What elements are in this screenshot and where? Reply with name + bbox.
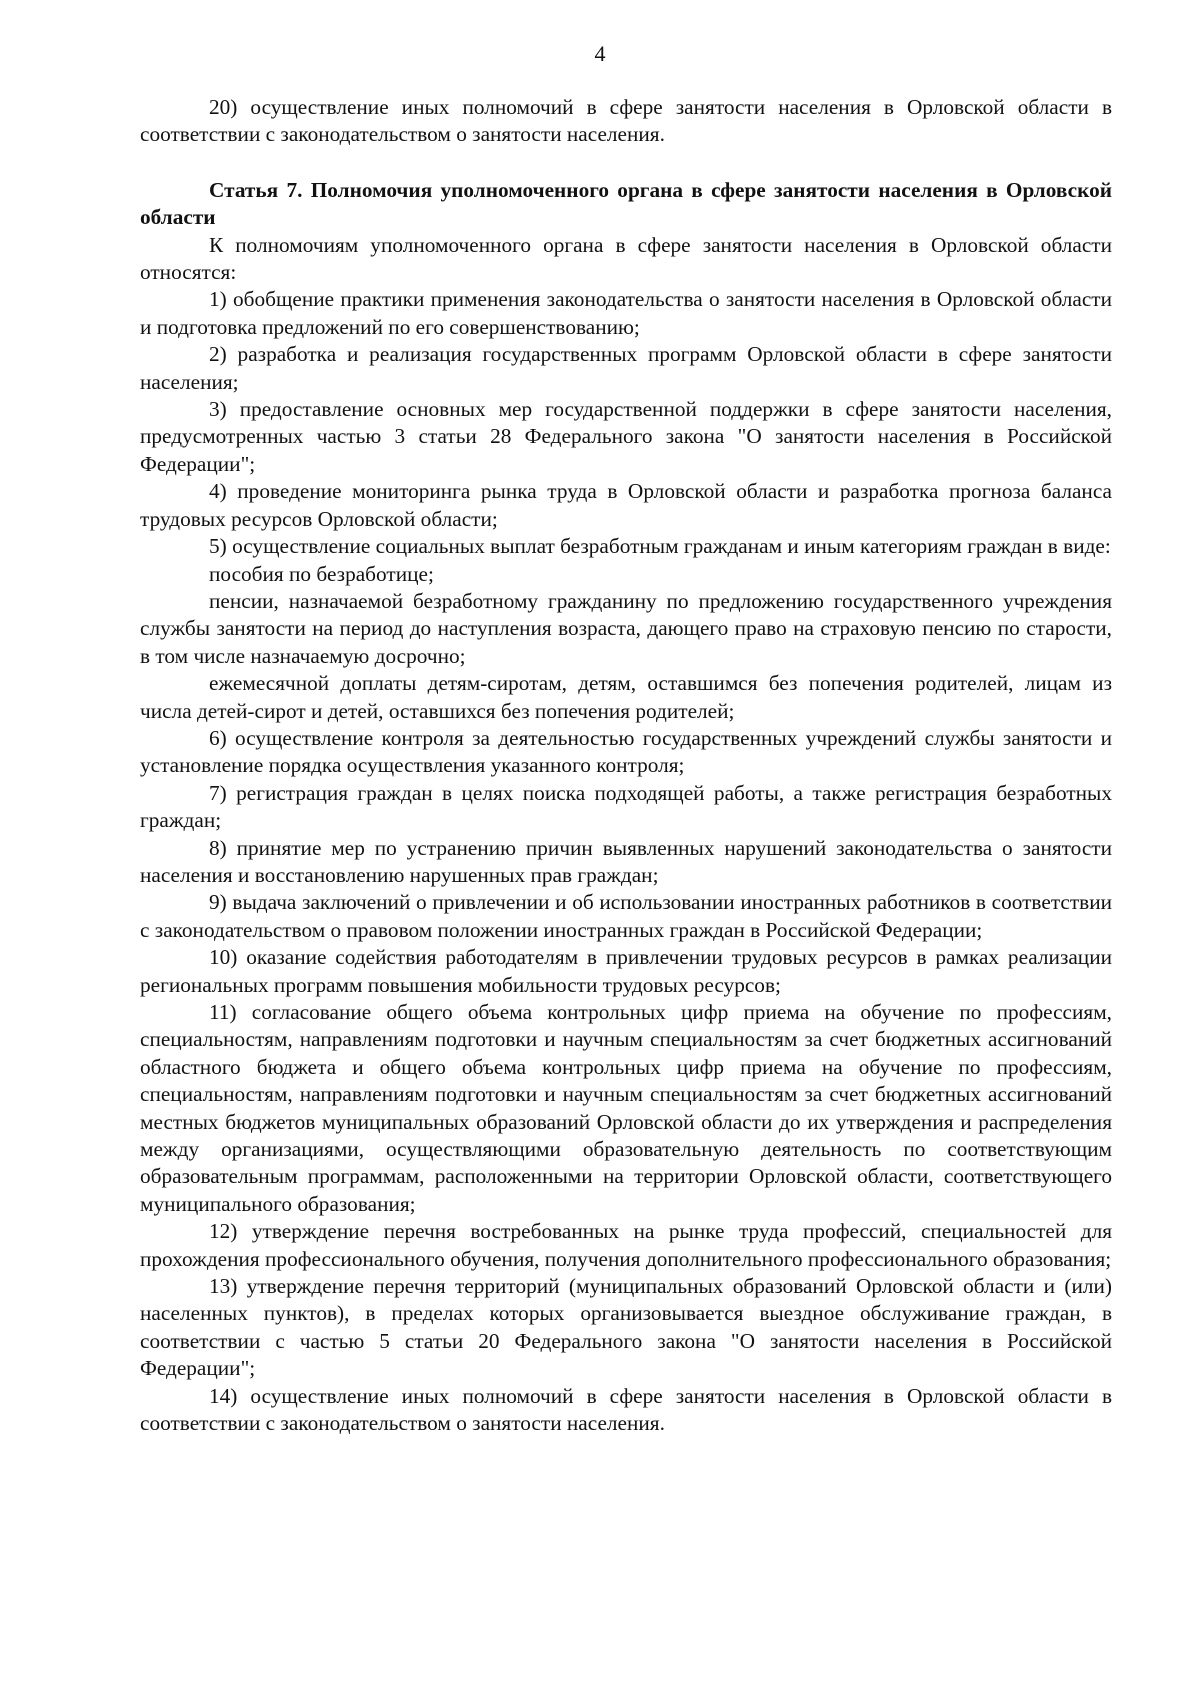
item-3: 3) предоставление основных мер государственной поддержки в сфере занятости населения, предусмотренных частью 3 статьи 28 Федерального закона "О занятости населения в Российской Федерации"; xyxy=(140,397,1112,476)
document-body xyxy=(140,94,1112,1438)
item-2: 2) разработка и реализация государственных программ Орловской области в сфере занятости населения; xyxy=(140,342,1112,394)
item-5-subitem-pension: пенсии, назначаемой безработному гражданину по предложению государственного учреждения службы занятости на период до наступления возраста, дающего право на страховую пенсию по старости, в том числе назначаемую досрочно; xyxy=(140,588,1112,668)
intro-item-20: 20) осуществление иных полномочий в сфере занятости населения в Орловской области в соответствии с законодательством о занятости населения. xyxy=(140,95,1112,147)
item-5: 5) осуществление социальных выплат безработным гражданам и иным категориям граждан в виде: xyxy=(209,534,1111,559)
item-6: 6) осуществление контроля за деятельностью государственных учреждений службы занятости и установление порядка осуществления указанного контроля; xyxy=(140,725,1112,778)
page-number: 4 xyxy=(594,41,606,66)
item-5-subitem-benefit: пособия по безработице; xyxy=(209,561,434,586)
item-10: 10) оказание содействия работодателям в привлечении трудовых ресурсов в рамках реализации региональных программ повышения мобильности трудовых ресурсов; xyxy=(140,945,1112,997)
item-14: 14) осуществление иных полномочий в сфере занятости населения в Орловской области в соответствии с законодательством о занятости населения. xyxy=(140,1383,1112,1436)
item-12: 12) утверждение перечня востребованных на рынке труда профессий, специальностей для прохождения профессионального обучения, получения дополнительного профессионального образования; xyxy=(140,1219,1112,1271)
item-8: 8) принятие мер по устранению причин выявленных нарушений законодательства о занятости населения и восстановлению нарушенных прав граждан; xyxy=(140,835,1112,887)
item-9: 9) выдача заключений о привлечении и об использовании иностранных работников в соответствии с законодательством о правовом положении иностранных граждан в Российской Федерации; xyxy=(140,890,1112,942)
item-4: 4) проведение мониторинга рынка труда в Орловской области и разработка прогноза баланса трудовых ресурсов Орловской области; xyxy=(140,479,1112,531)
article-7-heading: Статья 7. Полномочия уполномоченного органа в сфере занятости населения в Орловской области xyxy=(140,177,1112,230)
item-13: 13) утверждение перечня территорий (муниципальных образований Орловской области и (или) населенных пунктов), в пределах которых организовывается выездное обслуживание граждан, в соответствии с частью 5 статьи 20 Федерального закона "О занятости населения в Российской Федерации"; xyxy=(140,1274,1112,1381)
item-1: 1) обобщение практики применения законодательства о занятости населения в Орловской области и подготовка предложений по его совершенствованию; xyxy=(140,287,1112,339)
article-lead: К полномочиям уполномоченного органа в сфере занятости населения в Орловской области относятся: xyxy=(140,232,1112,285)
item-7: 7) регистрация граждан в целях поиска подходящей работы, а также регистрация безработных граждан; xyxy=(140,780,1112,833)
item-11: 11) согласование общего объема контрольных цифр приема на обучение по профессиям, специальностям, направлениям подготовки и научным специальностям за счет бюджетных ассигнований областного бюджета и общего объема контрольных цифр приема на обучение по профессиям, специальностям, направлениям подготовки и научным специальностям за счет бюджетных ассигнований местных бюджетов муниципальных образований Орловской области до их утверждения и распределения между организациями, осуществляющими образовательную деятельность по соответствующим образовательным программам, расположенными на территории Орловской области, соответствующего муниципального образования; xyxy=(140,1000,1112,1216)
item-5-subitem-supplement: ежемесячной доплаты детям-сиротам, детям, оставшимся без попечения родителей, лицам из числа детей-сирот и детей, оставшихся без попечения родителей; xyxy=(140,671,1112,723)
